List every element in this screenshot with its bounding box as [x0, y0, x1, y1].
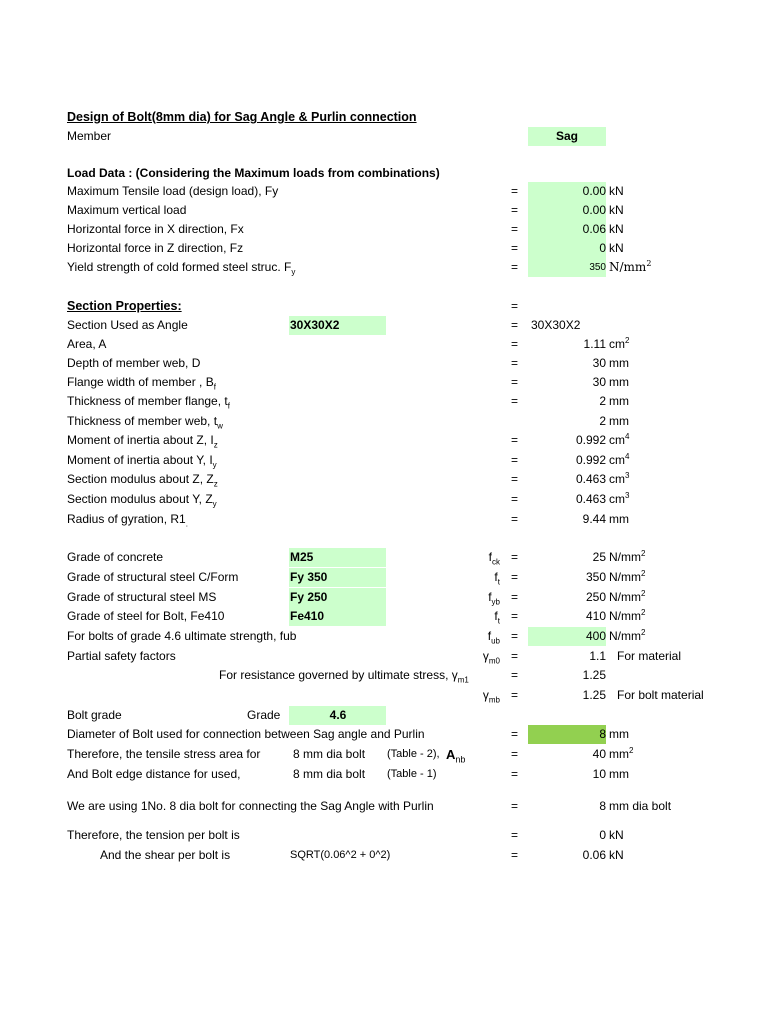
- material-label: For bolts of grade 4.6 ultimate strength, fub: [67, 629, 297, 643]
- tension-value: 0: [599, 828, 606, 842]
- bolt-grade-label: Bolt grade: [67, 708, 122, 722]
- equals-sign: =: [511, 356, 519, 370]
- equals-sign: =: [511, 629, 519, 643]
- equals-sign: =: [511, 492, 519, 506]
- load-label: Maximum vertical load: [67, 203, 187, 217]
- yield-row[interactable]: [0, 258, 768, 277]
- property-unit: mm: [609, 394, 629, 408]
- gamma-mb-value: 1.25: [582, 688, 606, 702]
- gamma-m0-note: For material: [617, 649, 682, 663]
- safety-label: Partial safety factors: [67, 649, 176, 663]
- material-row[interactable]: [0, 607, 768, 626]
- tension-row: [0, 826, 768, 845]
- gamma-mb-symbol: $\gamma_{mb}$: [482, 688, 500, 705]
- safety-row: [0, 647, 768, 666]
- property-row: [0, 510, 768, 529]
- load-value-cell[interactable]: 0: [528, 239, 606, 258]
- bolt-dia-label: Diameter of Bolt used for connection between Sag angle and Purlin: [67, 727, 425, 741]
- gamma-m1-label: For resistance governed by ultimate stress, $\gamma_{m1}$: [219, 668, 469, 685]
- property-label: Thickness of member web, $t_w$: [67, 414, 223, 431]
- property-label: Radius of gyration, $R1_.$: [67, 512, 188, 529]
- material-symbol: $f_t$: [494, 570, 500, 587]
- material-value: 410: [585, 609, 606, 623]
- bolt-grade-cell[interactable]: 4.6: [289, 706, 386, 725]
- equals-sign: =: [511, 299, 519, 313]
- section-used-row[interactable]: [0, 316, 768, 335]
- equals-sign: =: [511, 747, 519, 761]
- load-label: Maximum Tensile load (design load), Fy: [67, 184, 279, 198]
- property-row: [0, 392, 768, 411]
- equals-sign: =: [511, 668, 519, 682]
- material-label: Grade of concrete: [67, 550, 164, 564]
- material-grade-cell[interactable]: Fe410: [289, 607, 386, 626]
- property-label: Moment of inertia about Y, $I_y$: [67, 453, 217, 470]
- load-label: Horizontal force in X direction, Fx: [67, 222, 244, 236]
- shear-unit: kN: [609, 848, 624, 862]
- property-row: [0, 412, 768, 431]
- load-row[interactable]: [0, 239, 768, 258]
- load-unit: kN: [609, 203, 624, 217]
- material-grade-cell[interactable]: M25: [289, 548, 386, 567]
- equals-sign: =: [511, 453, 519, 467]
- section-heading: Section Properties:: [67, 299, 182, 313]
- property-unit: mm: [609, 356, 629, 370]
- yield-unit: $N/mm^2$: [609, 259, 652, 274]
- safety-row: [0, 686, 768, 705]
- property-value: 30: [592, 356, 606, 370]
- equals-sign: =: [511, 203, 519, 217]
- equals-sign: =: [511, 570, 519, 584]
- shear-label: And the shear per bolt is: [100, 848, 231, 862]
- property-label: Area, A: [67, 337, 107, 351]
- material-unit: $N/mm^2$: [609, 549, 646, 564]
- section-used-label: Section Used as Angle: [67, 318, 188, 332]
- equals-sign: =: [511, 260, 519, 274]
- using-row: [0, 797, 768, 816]
- property-value: 9.44: [582, 512, 606, 526]
- material-grade-cell[interactable]: Fy 350: [289, 568, 386, 587]
- property-unit: mm: [609, 375, 629, 389]
- material-row[interactable]: [0, 548, 768, 567]
- material-symbol: $f_{ck}$: [488, 550, 500, 567]
- equals-sign: =: [511, 184, 519, 198]
- material-value: 350: [585, 570, 606, 584]
- grade-word: Grade: [247, 708, 281, 722]
- bolt-edge-ref: (Table - 1): [387, 768, 437, 780]
- property-value: 2: [599, 414, 606, 428]
- load-row[interactable]: [0, 201, 768, 220]
- bolt-dia-cell[interactable]: 8: [528, 725, 606, 744]
- load-row[interactable]: [0, 220, 768, 239]
- property-label: Section modulus about Y, $Z_y$: [67, 492, 217, 509]
- bolt-grade-row[interactable]: [0, 706, 768, 725]
- gamma-m0-value: 1.1: [589, 649, 606, 663]
- property-value: 0.463: [575, 472, 606, 486]
- member-row[interactable]: [0, 127, 768, 146]
- property-unit: mm: [609, 512, 629, 526]
- section-used-value: 30X30X2: [531, 318, 581, 332]
- equals-sign: =: [511, 241, 519, 255]
- property-value: 2: [599, 394, 606, 408]
- equals-sign: =: [511, 799, 519, 813]
- member-label: Member: [67, 129, 112, 143]
- equals-sign: =: [511, 550, 519, 564]
- gamma-m0-symbol: $\gamma_{m0}$: [482, 649, 500, 666]
- property-unit: $cm^3$: [609, 471, 630, 486]
- bolt-dia-unit: mm: [609, 727, 629, 741]
- title-row: [0, 108, 768, 127]
- shear-row: [0, 846, 768, 865]
- member-value-cell[interactable]: Sag: [528, 127, 606, 146]
- material-label: Grade of steel for Bolt, Fe410: [67, 609, 225, 623]
- property-unit: mm: [609, 414, 629, 428]
- material-symbol: $f_{ub}$: [487, 629, 500, 646]
- material-label: Grade of structural steel C/Form: [67, 570, 239, 584]
- load-value-cell[interactable]: 0.00: [528, 182, 606, 201]
- property-value: 0.463: [575, 492, 606, 506]
- load-heading-row: [0, 164, 768, 183]
- equals-sign: =: [511, 767, 519, 781]
- material-row[interactable]: [0, 588, 768, 607]
- equals-sign: =: [511, 609, 519, 623]
- equals-sign: =: [511, 375, 519, 389]
- equals-sign: =: [511, 828, 519, 842]
- property-label: Moment of inertia about Z, $I_z$: [67, 433, 218, 450]
- material-value: 250: [585, 590, 606, 604]
- material-symbol: $f_t$: [494, 609, 500, 626]
- load-unit: kN: [609, 241, 624, 255]
- property-row: [0, 451, 768, 470]
- bolt-area-ref: (Table - 2),: [387, 748, 440, 760]
- equals-sign: =: [511, 472, 519, 486]
- equals-sign: =: [511, 848, 519, 862]
- material-unit: $N/mm^2$: [609, 628, 646, 643]
- material-unit: $N/mm^2$: [609, 589, 646, 604]
- load-unit: kN: [609, 222, 624, 236]
- property-row: [0, 335, 768, 354]
- equals-sign: =: [511, 394, 519, 408]
- load-value-cell[interactable]: 0.06: [528, 220, 606, 239]
- equals-sign: =: [511, 590, 519, 604]
- bolt-edge-label: And Bolt edge distance for used,: [67, 767, 241, 781]
- equals-sign: =: [511, 318, 519, 332]
- bolt-edge-mid: 8 mm dia bolt: [293, 767, 366, 781]
- bolt-area-label: Therefore, the tensile stress area for: [67, 747, 261, 761]
- property-unit: $cm^4$: [609, 432, 630, 447]
- using-value: 8: [599, 799, 606, 813]
- shear-formula: SQRT(0.06^2 + 0^2): [290, 849, 391, 861]
- section-grade-cell[interactable]: 30X30X2: [289, 316, 386, 335]
- material-value-cell[interactable]: 400: [528, 627, 606, 646]
- bolt-edge-row: [0, 765, 768, 784]
- shear-value: 0.06: [582, 848, 606, 862]
- equals-sign: =: [511, 337, 519, 351]
- property-row: [0, 490, 768, 509]
- bolt-area-value: 40: [592, 747, 606, 761]
- bolt-edge-value: 10: [592, 767, 606, 781]
- material-grade-cell[interactable]: Fy 250: [289, 588, 386, 607]
- property-label: Depth of member web, D: [67, 356, 201, 370]
- equals-sign: =: [511, 649, 519, 663]
- yield-value-cell[interactable]: 350: [528, 258, 606, 277]
- property-label: Flange width of member , $B_f$: [67, 375, 216, 392]
- property-label: Section modulus about Z, $Z_z$: [67, 472, 218, 489]
- bolt-area-row: [0, 745, 768, 764]
- page-title: Design of Bolt(8mm dia) for Sag Angle & Purlin connection: [67, 110, 417, 124]
- equals-sign: =: [511, 433, 519, 447]
- property-row: [0, 373, 768, 392]
- tension-unit: kN: [609, 828, 624, 842]
- bolt-edge-unit: mm: [609, 767, 629, 781]
- using-label: We are using 1No. 8 dia bolt for connecting the Sag Angle with Purlin: [67, 799, 434, 813]
- material-value: 25: [592, 550, 606, 564]
- gamma-mb-note: For bolt material: [617, 688, 704, 702]
- load-label: Horizontal force in Z direction, Fz: [67, 241, 244, 255]
- yield-label: Yield strength of cold formed steel struc. $F_y$: [67, 260, 296, 277]
- equals-sign: =: [511, 727, 519, 741]
- property-unit: $cm^3$: [609, 491, 630, 506]
- property-value: 0.992: [575, 433, 606, 447]
- tension-label: Therefore, the tension per bolt is: [67, 828, 240, 842]
- load-value-cell[interactable]: 0.00: [528, 201, 606, 220]
- bolt-dia-row[interactable]: [0, 725, 768, 744]
- bolt-area-mid: 8 mm dia bolt: [293, 747, 366, 761]
- bolt-area-unit: $mm^2$: [609, 746, 634, 761]
- material-unit: $N/mm^2$: [609, 608, 646, 623]
- load-row[interactable]: [0, 182, 768, 201]
- material-unit: $N/mm^2$: [609, 569, 646, 584]
- equals-sign: =: [511, 222, 519, 236]
- material-label: Grade of structural steel MS: [67, 590, 217, 604]
- property-unit: $cm^2$: [609, 336, 630, 351]
- property-row: [0, 431, 768, 450]
- material-row[interactable]: [0, 627, 768, 646]
- property-value: 30: [592, 375, 606, 389]
- material-symbol: $f_{yb}$: [488, 590, 500, 607]
- property-unit: $cm^4$: [609, 452, 630, 467]
- bolt-area-symbol: $A_{nb}$: [446, 747, 466, 765]
- property-row: [0, 354, 768, 373]
- gamma-m1-value: 1.25: [582, 668, 606, 682]
- load-unit: kN: [609, 184, 624, 198]
- property-label: Thickness of member flange, $t_f$: [67, 394, 230, 411]
- section-heading-row: [0, 297, 768, 316]
- equals-sign: =: [511, 688, 519, 702]
- material-row[interactable]: [0, 568, 768, 587]
- property-value: 0.992: [575, 453, 606, 467]
- using-unit: mm dia bolt: [609, 799, 672, 813]
- safety-row: [0, 666, 768, 685]
- property-row: [0, 470, 768, 489]
- property-value: 1.11: [583, 337, 606, 351]
- equals-sign: =: [511, 512, 519, 526]
- load-heading: Load Data : (Considering the Maximum loads from combinations): [67, 166, 440, 180]
